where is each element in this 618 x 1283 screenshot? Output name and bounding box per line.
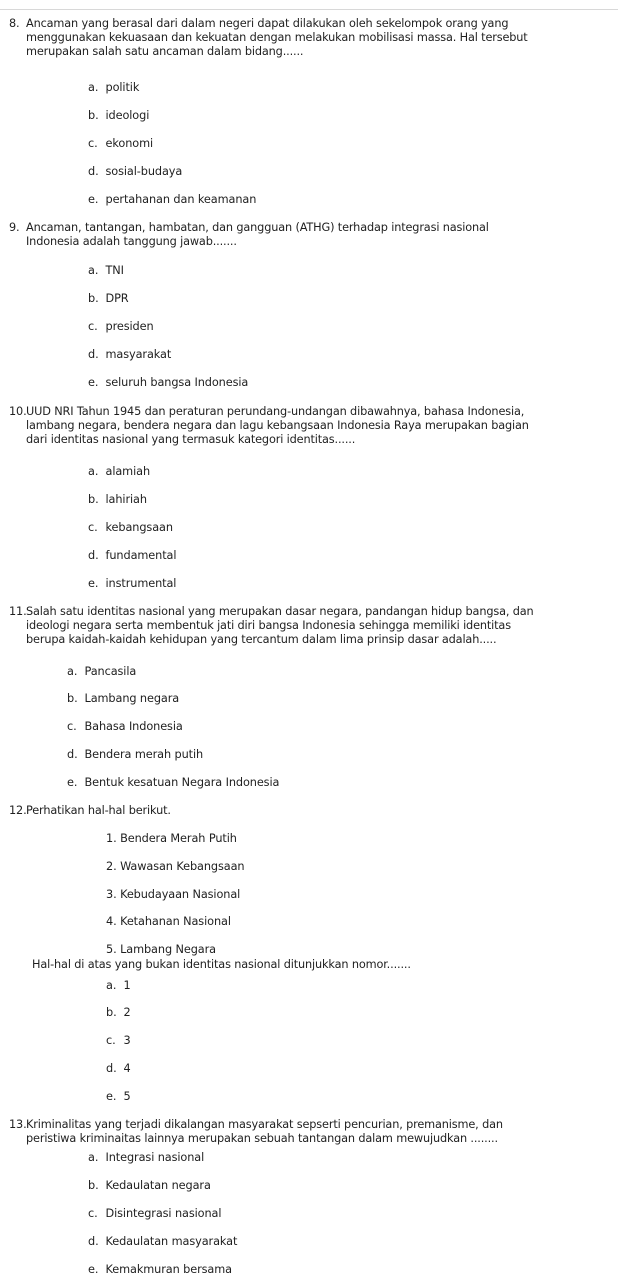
question-number: 10. — [9, 405, 27, 418]
statement-3: 3. Kebudayaan Nasional — [106, 888, 241, 901]
question-12-followup: Hal-hal di atas yang bukan identitas nasional ditunjukkan nomor....... — [32, 958, 411, 971]
question-11 — [9, 605, 534, 647]
option-10c: c. kebangsaan — [88, 521, 173, 534]
question-text-line: dari identitas nasional yang termasuk kategori identitas...... — [26, 433, 356, 446]
statement-5: 5. Lambang Negara — [106, 943, 216, 956]
option-13b: b. Kedaulatan negara — [88, 1179, 211, 1192]
option-10b: b. lahiriah — [88, 493, 147, 506]
question-number: 12. — [9, 804, 27, 817]
question-text-line: Perhatikan hal-hal berikut. — [26, 804, 171, 817]
question-number: 11. — [9, 605, 27, 618]
option-9b: b. DPR — [88, 292, 129, 305]
question-text-line: UUD NRI Tahun 1945 dan peraturan perundang-undangan dibawahnya, bahasa Indonesia, — [26, 405, 525, 418]
question-8 — [9, 17, 528, 59]
statement-1: 1. Bendera Merah Putih — [106, 832, 237, 845]
option-10d: d. fundamental — [88, 549, 177, 562]
question-text-line: peristiwa kriminaitas lainnya merupakan sebuah tantangan dalam mewujudkan ........ — [26, 1132, 498, 1145]
option-12c: c. 3 — [106, 1034, 131, 1047]
option-9d: d. masyarakat — [88, 348, 172, 361]
question-text-line: Kriminalitas yang terjadi dikalangan masyarakat sepserti pencurian, premanisme, dan — [26, 1118, 503, 1131]
question-text-line: Salah satu identitas nasional yang merupakan dasar negara, pandangan hidup bangsa, dan — [26, 605, 534, 618]
option-9a: a. TNI — [88, 264, 124, 277]
question-text-line: Indonesia adalah tanggung jawab....... — [26, 235, 237, 248]
option-8d: d. sosial-budaya — [88, 165, 183, 178]
option-9e: e. seluruh bangsa Indonesia — [88, 376, 249, 389]
question-text-line: menggunakan kekuasaan dan kekuatan dengan melakukan mobilisasi massa. Hal tersebut — [26, 31, 528, 44]
option-12e: e. 5 — [106, 1090, 131, 1103]
option-13c: c. Disintegrasi nasional — [88, 1207, 222, 1220]
option-13e: e. Kemakmuran bersama — [88, 1263, 232, 1276]
option-12b: b. 2 — [106, 1006, 131, 1019]
option-8b: b. ideologi — [88, 109, 150, 122]
option-9c: c. presiden — [88, 320, 154, 333]
statement-2: 2. Wawasan Kebangsaan — [106, 860, 245, 873]
option-11c: c. Bahasa Indonesia — [67, 720, 183, 733]
question-text-line: ideologi negara serta membentuk jati diri bangsa Indonesia sehingga memiliki identitas — [26, 619, 511, 632]
question-12 — [9, 804, 171, 818]
option-11b: b. Lambang negara — [67, 692, 180, 705]
option-10e: e. instrumental — [88, 577, 177, 590]
option-12a: a. 1 — [106, 979, 131, 992]
question-text-line: berupa kaidah-kaidah kehidupan yang tercantum dalam lima prinsip dasar adalah..... — [26, 633, 497, 646]
question-text-line: Ancaman yang berasal dari dalam negeri dapat dilakukan oleh sekelompok orang yang — [26, 17, 509, 30]
option-12d: d. 4 — [106, 1062, 131, 1075]
option-11a: a. Pancasila — [67, 665, 137, 678]
question-number: 13. — [9, 1118, 27, 1131]
question-text-line: merupakan salah satu ancaman dalam bidang...... — [26, 45, 304, 58]
option-10a: a. alamiah — [88, 465, 151, 478]
option-11e: e. Bentuk kesatuan Negara Indonesia — [67, 776, 280, 789]
statement-4: 4. Ketahanan Nasional — [106, 915, 231, 928]
question-9 — [9, 221, 489, 249]
option-13a: a. Integrasi nasional — [88, 1151, 205, 1164]
option-11d: d. Bendera merah putih — [67, 748, 204, 761]
option-13d: d. Kedaulatan masyarakat — [88, 1235, 238, 1248]
option-8e: e. pertahanan dan keamanan — [88, 193, 257, 206]
question-10 — [9, 405, 529, 447]
question-number: 9. — [9, 221, 20, 234]
option-8c: c. ekonomi — [88, 137, 154, 150]
option-8a: a. politik — [88, 81, 140, 94]
question-text-line: lambang negara, bendera negara dan lagu kebangsaan Indonesia Raya merupakan bagian — [26, 419, 529, 432]
top-divider — [0, 9, 618, 10]
question-13 — [9, 1118, 503, 1146]
question-text-line: Ancaman, tantangan, hambatan, dan gangguan (ATHG) terhadap integrasi nasional — [26, 221, 489, 234]
question-number: 8. — [9, 17, 20, 30]
